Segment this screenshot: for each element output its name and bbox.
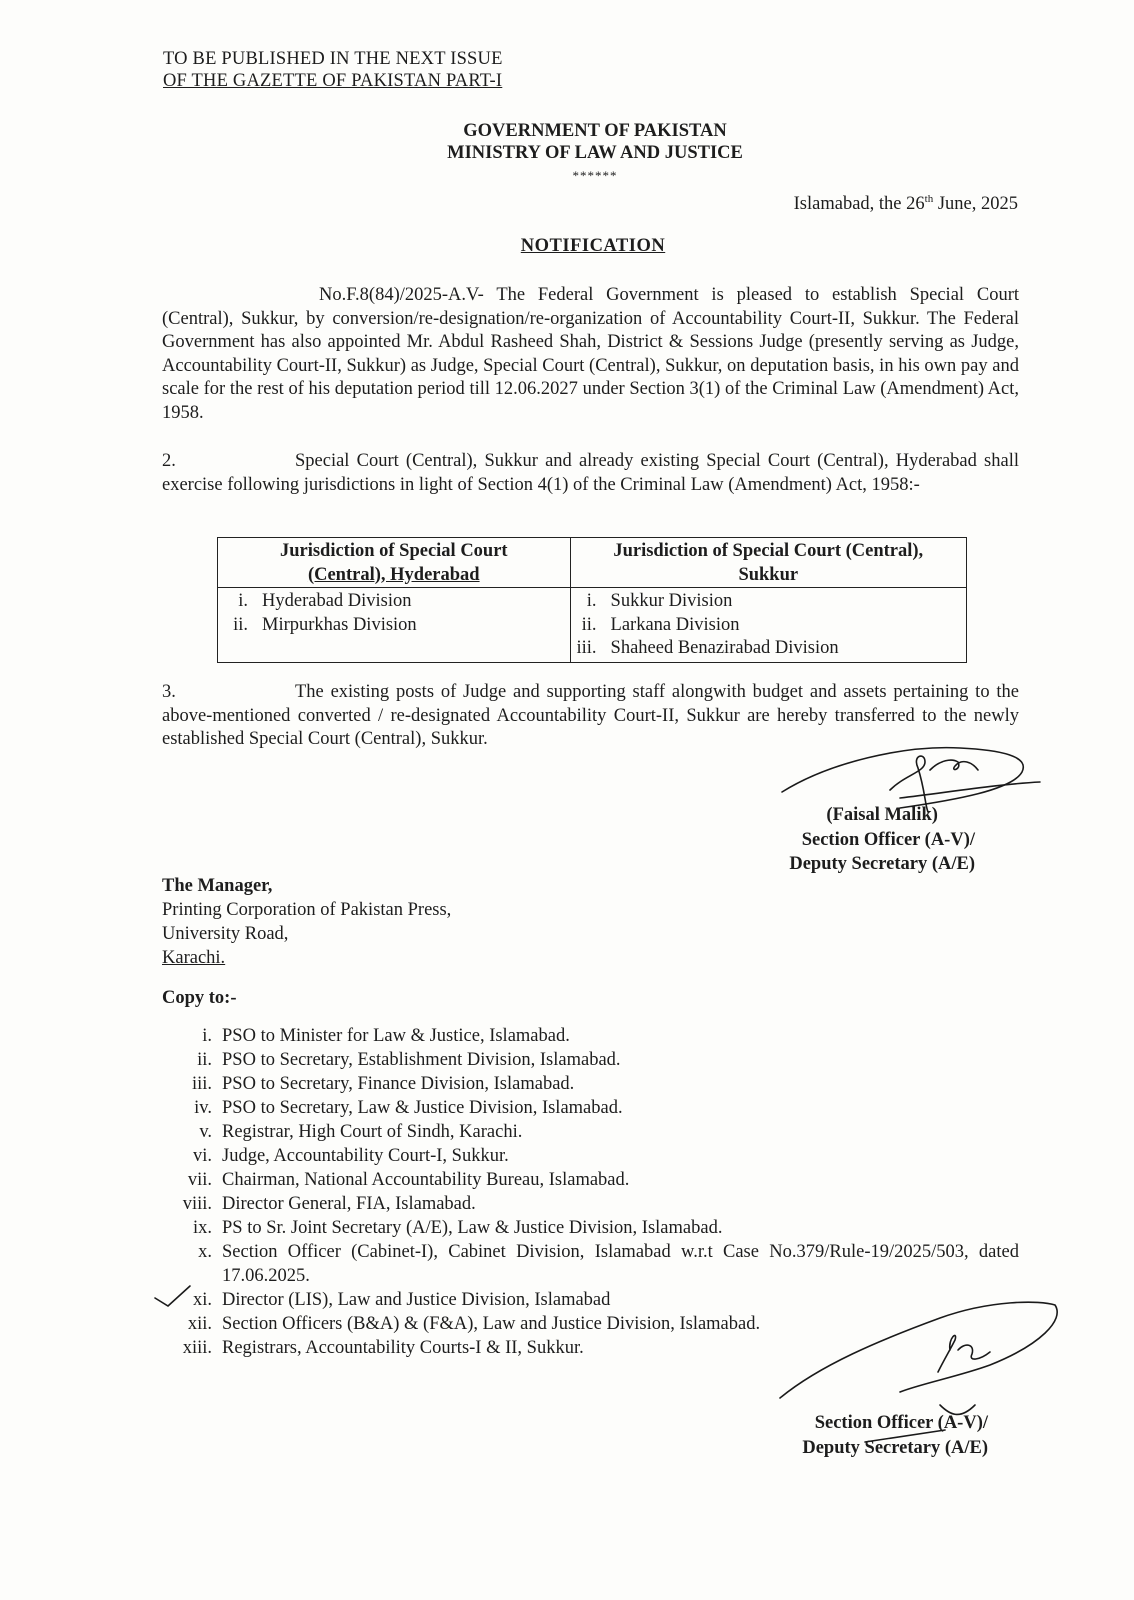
paragraph-2-text: Special Court (Central), Sukkur and already existing Special Court (Central), Hyderabad shall exercise following jurisdictions in light of Section 4(1) of the Criminal Law (Amendment) Act, 1958:-: [162, 451, 1019, 495]
list-item: iv. PSO to Secretary, Law & Justice Division, Islamabad.: [194, 1098, 623, 1118]
signatory-name: (Faisal Malik): [826, 805, 938, 825]
separator-stars: ******: [572, 168, 618, 183]
jurisdiction-table: [217, 537, 967, 663]
list-item: iii. PSO to Secretary, Finance Division, Islamabad.: [191, 1074, 575, 1094]
paragraph-1: No.F.8(84)/2025-A.V- The Federal Government is pleased to establish Special Court (Central), Sukkur, by conversion/re-designation/re-organization of Accountability Court-II, Sukkur. The Federal Government has also appointed Mr. Abdul Rasheed Shah, District & Sessions Judge (presently serving as Judge, Accountability Court-II, Sukkur) as Judge, Special Court (Central), Sukkur, on deputation basis, in his own pay and scale for the rest of his deputation period till 12.06.2027 under Section 3(1) of the Criminal Law (Amendment) Act, 1958.: [162, 285, 1019, 423]
paragraph-2-number: 2.: [162, 451, 176, 471]
ministry-name: MINISTRY OF LAW AND JUSTICE: [447, 143, 743, 163]
copy-to-label: Copy to:-: [162, 988, 237, 1008]
issuing-authority: [0, 120, 1134, 164]
copy-to-list: [162, 1024, 1019, 1360]
publication-header: [163, 48, 503, 92]
list-item: xi. Director (LIS), Law and Justice Division, Islamabad: [192, 1290, 611, 1310]
list-item: i. Sukkur Division: [586, 591, 733, 611]
signatory-2-designation-1: Section Officer (A-V)/: [814, 1413, 988, 1433]
addressee-title: The Manager,: [162, 876, 273, 896]
page-title: NOTIFICATION: [520, 236, 666, 256]
signatory-2-block: [802, 1411, 988, 1461]
signatory-designation-2: Deputy Secretary (A/E): [789, 854, 975, 874]
signatory-2-designation-2: Deputy Secretary (A/E): [802, 1438, 988, 1458]
list-item: i. Hyderabad Division: [238, 591, 412, 611]
list-item: x. Section Officer (Cabinet-I), Cabinet Division, Islamabad w.r.t Case No.379/Rule-19/2025/503, dated 17.06.2025.: [198, 1242, 1019, 1286]
table-header-hyderabad: Jurisdiction of Special Court (Central), Hyderabad: [218, 538, 571, 588]
paragraph-2: [162, 450, 1019, 497]
list-item: vii. Chairman, National Accountability Bureau, Islamabad.: [187, 1170, 630, 1190]
list-item: i. PSO to Minister for Law & Justice, Islamabad.: [202, 1026, 570, 1046]
list-item: xiii. Registrars, Accountability Courts-I & II, Sukkur.: [182, 1338, 584, 1358]
list-item: v. Registrar, High Court of Sindh, Karachi.: [199, 1122, 523, 1142]
signatory-block: [789, 803, 975, 877]
sukkur-divisions: [570, 588, 966, 663]
list-item: iii. Shaheed Benazirabad Division: [576, 638, 839, 658]
list-item: viii. Director General, FIA, Islamabad.: [182, 1194, 476, 1214]
signatory-designation-1: Section Officer (A-V)/: [801, 829, 975, 850]
list-item: ix. PS to Sr. Joint Secretary (A/E), Law & Justice Division, Islamabad.: [192, 1218, 723, 1238]
publication-header-line1: TO BE PUBLISHED IN THE NEXT ISSUE: [163, 49, 503, 69]
list-item: vi. Judge, Accountability Court-I, Sukkur.: [192, 1146, 509, 1166]
notification-date: Islamabad, the 26th June, 2025: [793, 193, 1018, 215]
list-item: xii. Section Officers (B&A) & (F&A), Law and Justice Division, Islamabad.: [187, 1314, 761, 1334]
publication-header-line2: OF THE GAZETTE OF PAKISTAN PART-I: [163, 71, 503, 91]
addressee-line-3: Karachi.: [162, 948, 226, 968]
addressee-block: [162, 874, 451, 970]
paragraph-3-text: The existing posts of Judge and supporting staff alongwith budget and assets pertaining to the above-mentioned converted / re-designated Accountability Court-II, Sukkur are hereby transferred to the newly established Special Court (Central), Sukkur.: [162, 682, 1019, 749]
government-name: GOVERNMENT OF PAKISTAN: [463, 121, 727, 141]
paragraph-3-number: 3.: [162, 682, 176, 702]
list-item: ii. PSO to Secretary, Establishment Division, Islamabad.: [197, 1050, 621, 1070]
list-item: ii. Mirpurkhas Division: [233, 614, 417, 635]
hyderabad-divisions: [218, 588, 571, 663]
paragraph-3: [162, 681, 1019, 752]
addressee-line-2: University Road,: [162, 924, 289, 944]
addressee-line-1: Printing Corporation of Pakistan Press,: [162, 900, 452, 920]
table-header-sukkur: Jurisdiction of Special Court (Central), Sukkur: [570, 538, 966, 588]
list-item: ii. Larkana Division: [581, 614, 740, 635]
